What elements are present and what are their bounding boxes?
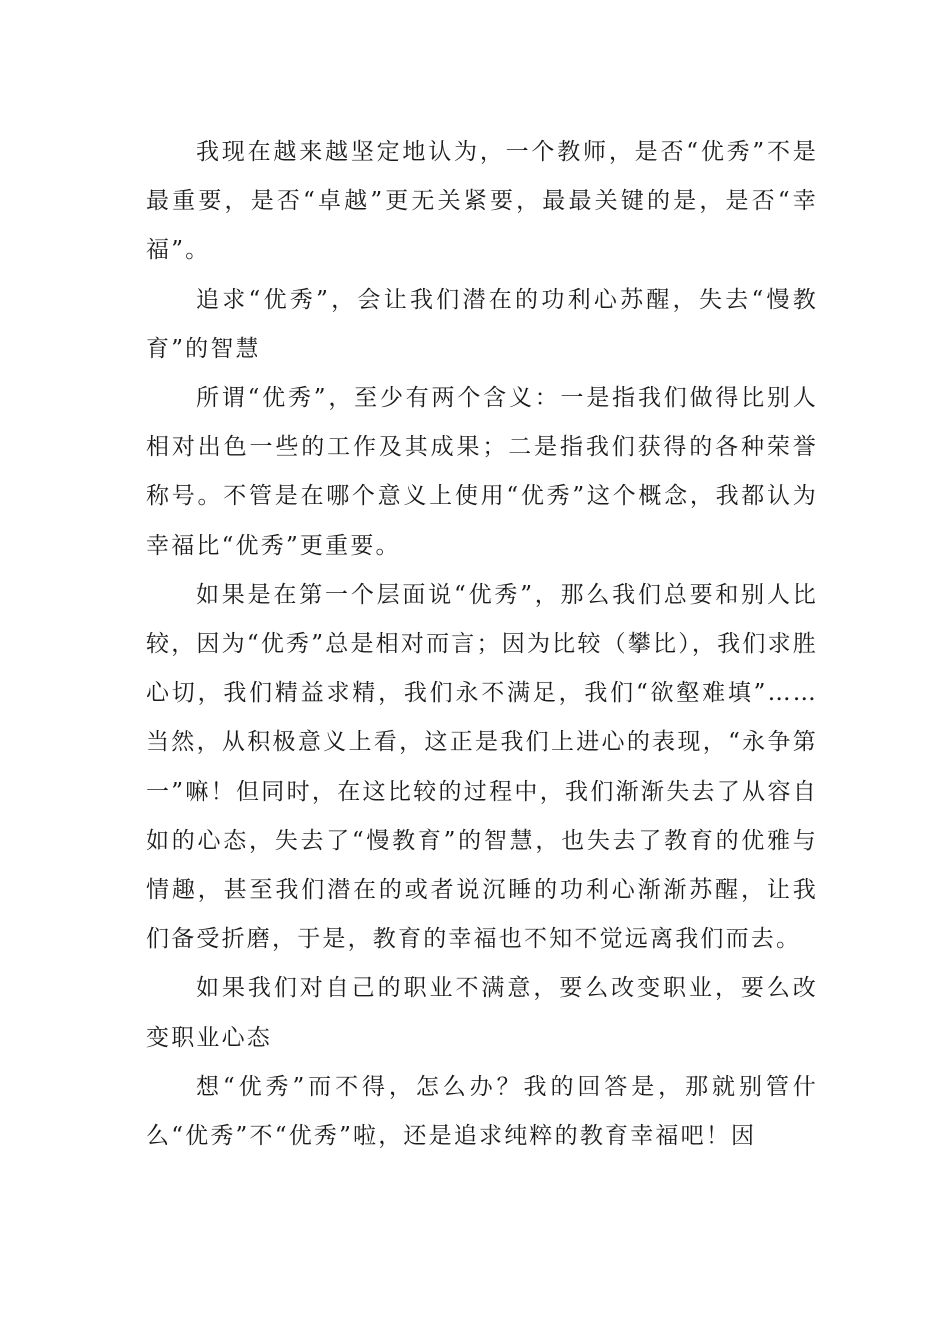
paragraph-answer: 想“优秀”而不得，怎么办？我的回答是，那就别管什么“优秀”不“优秀”啦，还是追求纯粹的教育幸福吧！因	[146, 1073, 818, 1150]
paragraph-intro: 我现在越来越坚定地认为，一个教师，是否“优秀”不是最重要，是否“卓越”更无关紧要，最最关键的是，是否“幸福”。	[146, 139, 818, 264]
paragraph-meaning: 所谓“优秀”，至少有两个含义：一是指我们做得比别人相对出色一些的工作及其成果；二是指我们获得的各种荣誉称号。不管是在哪个意义上使用“优秀”这个概念，我都认为幸福比“优秀”更重要。	[146, 385, 818, 559]
section-heading-excellence: 追求“优秀”，会让我们潜在的功利心苏醒，失去“慢教育”的智慧	[146, 286, 818, 362]
paragraph-comparison: 如果是在第一个层面说“优秀”，那么我们总要和别人比较，因为“优秀”总是相对而言；因为比较（攀比），我们求胜心切，我们精益求精，我们永不满足，我们“欲壑难填”……当然，从积极意义上看，这正是我们上进心的表现，“永争第一”嘛！但同时，在这比较的过程中，我们渐渐失去了从容自如的心态，失去了“慢教育”的智慧，也失去了教育的优雅与情趣，甚至我们潜在的或者说沉睡的功利心渐渐苏醒，让我们备受折磨，于是，教育的幸福也不知不觉远离我们而去。	[146, 581, 818, 953]
document-body	[146, 128, 818, 1161]
section-heading-career: 如果我们对自己的职业不满意，要么改变职业，要么改变职业心态	[146, 975, 818, 1051]
